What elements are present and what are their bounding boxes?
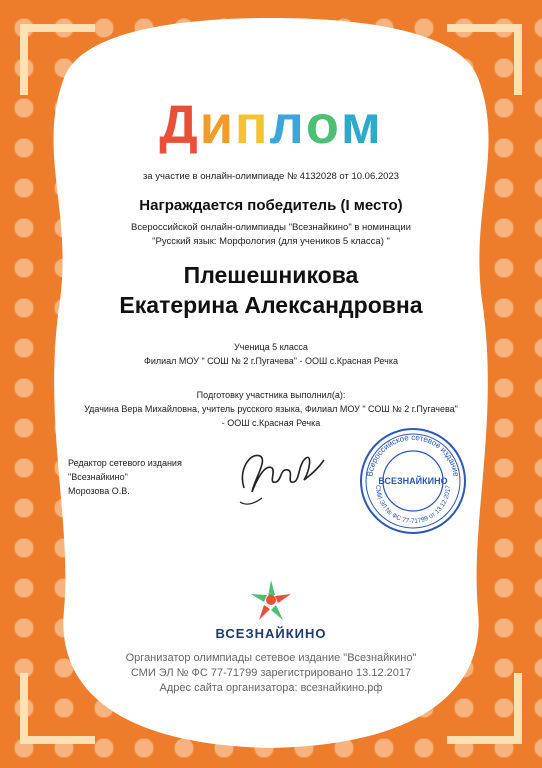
nomination-line: Всероссийской онлайн-олимпиады "Всезнайкино" в номинации [131,222,411,233]
title-letter: м [340,95,383,155]
title-letter: п [234,95,270,155]
title-letter: о [305,95,341,155]
official-stamp [358,426,468,536]
student-grade: Ученица 5 класса [234,342,308,352]
editor-title: Редактор сетевого издания [68,458,182,468]
organizer-registration: СМИ ЭЛ № ФС 77-71799 зарегистрировано 13.12.2017 [130,667,412,679]
olympiad-subtitle: за участие в онлайн-олимпиаде № 4132028 от 10.06.2023 [142,171,400,182]
editor-name: Морозова О.В. [68,486,130,496]
winner-name: Екатерина Александровна [119,292,423,318]
award-heading: Награждается победитель (I место) [139,197,403,214]
student-school: Филиал МОУ " СОШ № 2 г.Пугачева" - ООШ с.Красная Речка [144,356,398,366]
signature [232,440,332,510]
title-letter: л [269,95,306,155]
brand-name: ВСЕЗНАЙКИНО [215,626,327,641]
nomination-line: "Русский язык: Морфология (для учеников 5 класса) " [152,236,390,247]
preparer-school: - ООШ с.Красная Речка [221,418,321,428]
preparer-name: Удачина Вера Михайловна, учитель русского языка, Филиал МОУ " СОШ № 2 г.Пугачева" [84,404,458,414]
organizer-website: Адрес сайта организатора: всезнайкино.рф [159,682,383,694]
stamp-center-text: ВСЕЗНАЙКИНО [378,476,448,486]
winner-surname: Плешешникова [183,262,359,288]
preparer-heading: Подготовку участника выполнил(а): [196,390,346,400]
editor-publication: "Всезнайкино" [68,472,128,482]
title-letter: Д [159,95,200,155]
title-letter: и [199,95,235,155]
brand-star-icon [246,576,296,624]
diploma-title [0,94,542,156]
stamp-ring-text-2: СМИ ЭЛ № ФС 77-71799 от 13.12.2017 [373,484,453,526]
stamp-ring-text: Всероссийское сетевое издание [365,432,461,478]
organizer-line: Организатор олимпиады сетевое издание "Всезнайкино" [125,652,417,664]
